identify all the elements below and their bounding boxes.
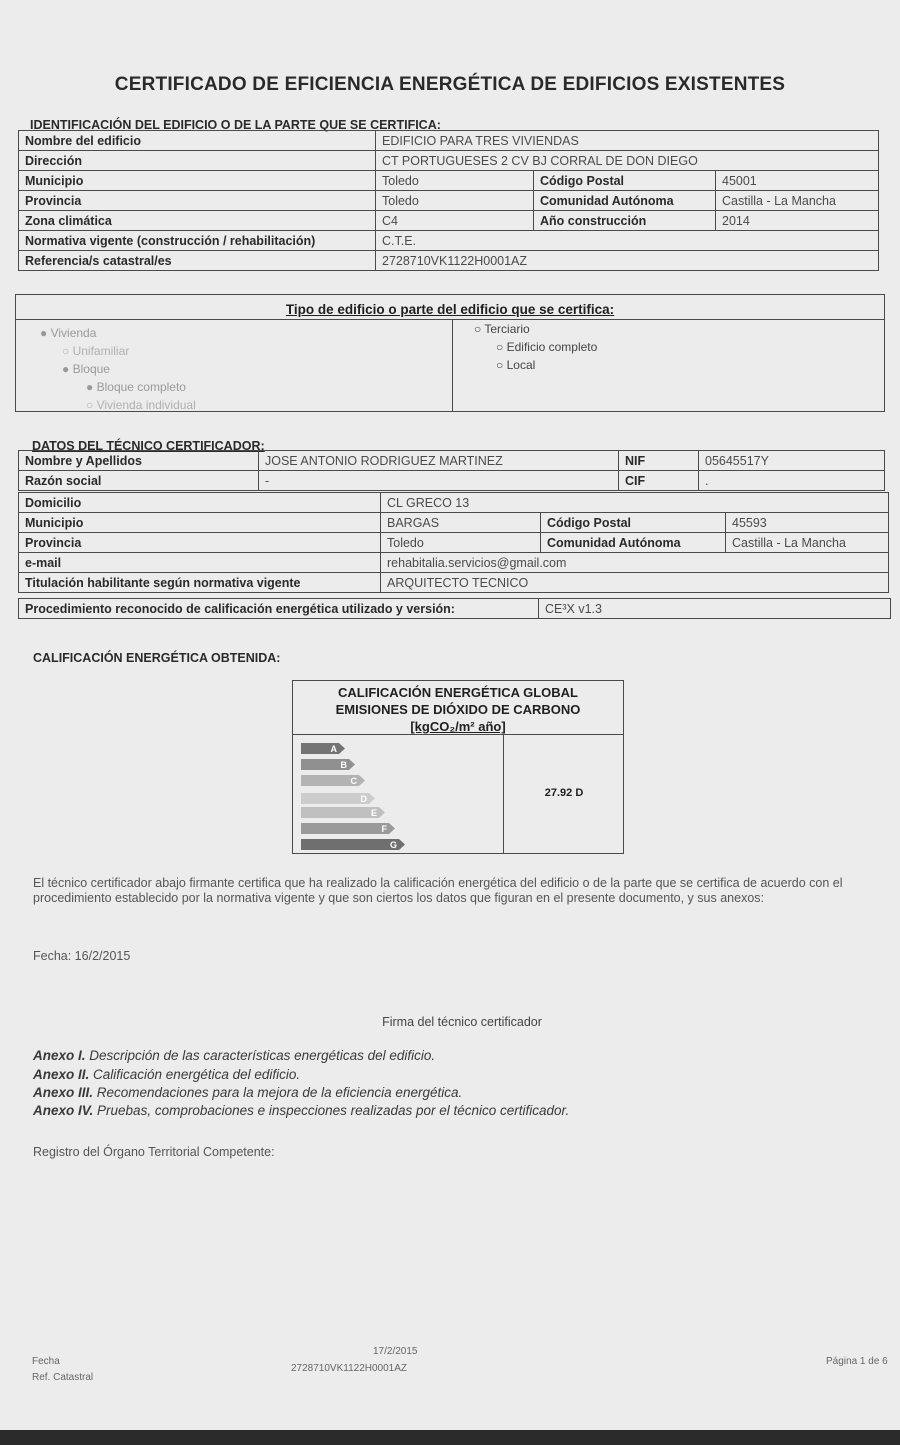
anexo-text: Calificación energética del edificio. (89, 1067, 301, 1082)
provincia-label: Provincia (19, 191, 376, 211)
table-row (19, 191, 879, 211)
footer-ref-value: 2728710VK1122H0001AZ (291, 1363, 408, 1374)
footer-page-number: Página 1 de 6 (826, 1356, 888, 1367)
municipio-value: Toledo (376, 171, 534, 191)
table-row (19, 513, 889, 533)
table-row (19, 251, 879, 271)
rating-box (292, 680, 624, 854)
option-unifamiliar: ○ Unifamiliar (62, 344, 130, 358)
registro-text: Registro del Órgano Territorial Competente: (33, 1145, 275, 1159)
table-row (19, 171, 879, 191)
firma-text: Firma del técnico certificador (382, 1015, 542, 1029)
footer-ref-label: Ref. Catastral (32, 1372, 94, 1383)
option-terciario: ○ Terciario (474, 322, 530, 336)
comunidad-autonoma-label: Comunidad Autónoma (534, 191, 716, 211)
referencia-catastral-value: 2728710VK1122H0001AZ (376, 251, 879, 271)
tecnico-nombre-label: Nombre y Apellidos (19, 451, 259, 471)
table-row (19, 231, 879, 251)
footer-fecha-label: Fecha (32, 1356, 60, 1367)
option-edificio-completo-label: Edificio completo (506, 340, 598, 354)
nif-value: 05645517Y (699, 451, 885, 471)
option-vivienda: ● Vivienda (40, 326, 97, 340)
calificacion-heading: CALIFICACIÓN ENERGÉTICA OBTENIDA: (33, 651, 281, 665)
rating-value: 27.92 D (544, 787, 584, 799)
option-local: ○ Local (496, 358, 536, 372)
option-bloque-completo: ● Bloque completo (86, 380, 186, 394)
tecnico-municipio-value: BARGAS (381, 513, 541, 533)
option-unifamiliar-label: Unifamiliar (72, 344, 130, 358)
cif-value: . (699, 471, 885, 491)
table-row (19, 553, 889, 573)
table-row (19, 471, 885, 491)
normativa-value: C.T.E. (376, 231, 879, 251)
anexo-item (33, 1048, 435, 1063)
referencia-catastral-label: Referencia/s catastral/es (19, 251, 376, 271)
anexo-text: Pruebas, comprobaciones e inspecciones realizadas por el técnico certificador. (93, 1103, 570, 1118)
anexo-item (33, 1103, 569, 1118)
scale-letter-b: B (340, 760, 347, 770)
codigo-postal-label: Código Postal (534, 171, 716, 191)
anexo-label: Anexo IV. (33, 1103, 94, 1118)
direccion-label: Dirección (19, 151, 376, 171)
option-terciario-label: Terciario (484, 322, 530, 336)
option-vivienda-individual-label: Vivienda individual (96, 398, 196, 412)
table-row (19, 533, 889, 553)
option-bloque: ● Bloque (62, 362, 110, 376)
option-vivienda-label: Vivienda (50, 326, 97, 340)
razon-social-value: - (259, 471, 619, 491)
scale-bar-a (301, 743, 345, 754)
fecha-text: Fecha: 16/2/2015 (33, 949, 131, 963)
option-bloque-completo-label: Bloque completo (96, 380, 186, 394)
razon-social-label: Razón social (19, 471, 259, 491)
anexo-text: Recomendaciones para la mejora de la eficiencia energética. (93, 1085, 463, 1100)
municipio-label: Municipio (19, 171, 376, 191)
table-row (19, 451, 885, 471)
tecnico-municipio-label: Municipio (19, 513, 381, 533)
nombre-edificio-value: EDIFICIO PARA TRES VIVIENDAS (376, 131, 879, 151)
domicilio-label: Domicilio (19, 493, 381, 513)
zona-climatica-label: Zona climática (19, 211, 376, 231)
table-row (19, 211, 879, 231)
cif-label: CIF (619, 471, 699, 491)
domicilio-value: CL GRECO 13 (381, 493, 889, 513)
comunidad-autonoma-value: Castilla - La Mancha (716, 191, 879, 211)
footer-fecha-value: 17/2/2015 (373, 1346, 418, 1357)
rating-result (505, 735, 623, 853)
table-row (19, 599, 891, 619)
tecnico-provincia-label: Provincia (19, 533, 381, 553)
rating-title-line-1: CALIFICACIÓN ENERGÉTICA GLOBAL (337, 685, 578, 700)
option-bloque-label: Bloque (72, 362, 110, 376)
tipo-edificio-box (15, 294, 885, 412)
identificacion-heading: IDENTIFICACIÓN DEL EDIFICIO O DE LA PARTE QUE SE CERTIFICA: (30, 118, 441, 132)
tecnico-nombre-value: JOSE ANTONIO RODRIGUEZ MARTINEZ (259, 451, 619, 471)
tecnico-provincia-value: Toledo (381, 533, 541, 553)
procedimiento-label: Procedimiento reconocido de calificación energética utilizado y versión: (19, 599, 539, 619)
scale-letter-c: C (350, 776, 357, 786)
zona-climatica-value: C4 (376, 211, 534, 231)
anio-construccion-label: Año construcción (534, 211, 716, 231)
table-row (19, 573, 889, 593)
option-edificio-completo: ○ Edificio completo (496, 340, 598, 354)
provincia-value: Toledo (376, 191, 534, 211)
tecnico-ca-label: Comunidad Autónoma (541, 533, 726, 553)
nif-label: NIF (619, 451, 699, 471)
tecnico-ca-value: Castilla - La Mancha (726, 533, 889, 553)
declaracion-text: El técnico certificador abajo firmante certifica que ha realizado la calificación energética del edificio o de la parte que se certifica de acuerdo con el procedimiento establecido por la normativa vigente y que son ciertos los datos que figuran en el presente documento, y sus anexos: (33, 876, 843, 905)
titulacion-label: Titulación habilitante según normativa vigente (19, 573, 381, 593)
email-value: rehabitalia.servicios@gmail.com (381, 553, 889, 573)
rating-scale-bars (293, 735, 503, 851)
tipo-edificio-heading: Tipo de edificio o parte del edificio que se certifica: (16, 295, 884, 320)
direccion-value: CT PORTUGUESES 2 CV BJ CORRAL DE DON DIEGO (376, 151, 879, 171)
scale-letter-a: A (330, 744, 337, 754)
rating-scale (293, 735, 504, 853)
table-row (19, 151, 879, 171)
anexo-label: Anexo I. (33, 1048, 86, 1063)
tecnico-cp-value: 45593 (726, 513, 889, 533)
anio-construccion-value: 2014 (716, 211, 879, 231)
nombre-edificio-label: Nombre del edificio (19, 131, 376, 151)
rating-box-title (293, 681, 623, 735)
option-vivienda-individual: ○ Vivienda individual (86, 398, 196, 412)
titulacion-value: ARQUITECTO TECNICO (381, 573, 889, 593)
tipo-divider (452, 319, 453, 411)
codigo-postal-value: 45001 (716, 171, 879, 191)
table-row (19, 131, 879, 151)
anexo-item (33, 1085, 462, 1100)
scale-letter-e: E (370, 808, 377, 818)
rating-units: [kgCO₂/m² año] (410, 719, 506, 734)
table-row (19, 493, 889, 513)
scale-letter-d: D (360, 794, 367, 804)
tecnico-table-bottom (18, 492, 889, 593)
identificacion-table (18, 130, 879, 271)
email-label: e-mail (19, 553, 381, 573)
tecnico-cp-label: Código Postal (541, 513, 726, 533)
anexo-text: Descripción de las características energéticas del edificio. (85, 1048, 436, 1063)
tecnico-table-top (18, 450, 885, 491)
procedimiento-value: CE³X v1.3 (539, 599, 891, 619)
rating-title-line-2: EMISIONES DE DIÓXIDO DE CARBONO (335, 702, 581, 717)
scan-edge (0, 1430, 900, 1445)
tecnico-heading: DATOS DEL TÉCNICO CERTIFICADOR: (32, 439, 265, 453)
option-local-label: Local (506, 358, 536, 372)
normativa-label: Normativa vigente (construcción / rehabilitación) (19, 231, 376, 251)
scale-letter-f: F (381, 824, 387, 834)
scale-letter-g: G (389, 840, 397, 850)
procedimiento-table (18, 598, 891, 619)
anexo-item (33, 1067, 300, 1082)
anexo-label: Anexo III. (33, 1085, 94, 1100)
anexo-label: Anexo II. (33, 1067, 90, 1082)
document-title: CERTIFICADO DE EFICIENCIA ENERGÉTICA DE EDIFICIOS EXISTENTES (114, 74, 786, 95)
